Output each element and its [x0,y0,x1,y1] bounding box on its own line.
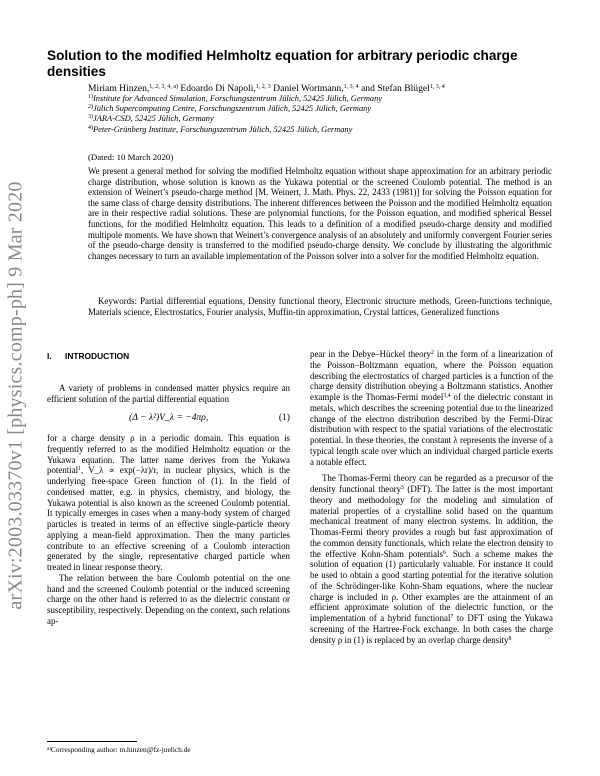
text-run: to DFT using the Yukawa screening of the Hartree-Fock exchange. In both cases the charge density ρ in (1) is replaced by an overlap charge density [310,613,553,645]
affiliation-text: Institute for Advanced Simulation, Forschungszentrum Jülich, 52425 Jülich, Germany [93,94,382,103]
footnote-mark: a) [47,747,51,752]
text-run: pear in the Debye–Hückel theory [310,349,431,359]
arxiv-identifier: arXiv:2003.03370v1 [physics.comp-ph] 9 Mar 2020 [4,180,27,610]
author-affiliation-marks: 1, 2, 3 [255,84,271,90]
section-heading [47,351,290,362]
author-list [88,83,568,94]
author-affiliation-marks: 1, 3, 4 [343,84,359,90]
left-column [47,351,290,627]
footnote-rule [47,741,137,742]
citation: 2 [430,350,434,356]
equation-number: (1) [278,412,290,424]
keywords: Keywords: Partial differential equations, Density functional theory, Electronic structure methods, Green-functions technique, Materials science, Electrostatics, Fourier analysis, Muffin-tin approximation, Crystal lattices, Generalized functions [88,296,552,317]
citation: 1 [78,466,81,473]
author-block [88,83,568,135]
section-number: I. [47,351,52,361]
affiliation-text: Peter-Grünberg Institute, Forschungszentrum Jülich, 52425 Jülich, Germany [93,124,353,134]
text-run: in the form of a linearization of the Poisson–Boltzmann equation, where the Poisson equation describing the electrostatics of charged particles is a function of the charge density distribution obeying a Boltzmann statistics. Another example is the Thomas-Fermi model [310,349,553,402]
affiliation-mark: 3) [88,114,93,121]
affiliation-text: Jülich Supercomputing Centre, Forschungszentrum Jülich, 52425 Jülich, Germany [93,104,372,114]
affiliation [88,104,568,114]
paper-title: Solution to the modified Helmholtz equation for arbitrary periodic charge densities [47,48,518,79]
arxiv-sidebar-stamp [2,150,30,640]
author-affiliation-marks: 1, 2, 3, 4, a) [149,84,178,90]
affiliation [88,114,568,124]
citation: 6 [442,549,446,556]
citation: 3,4 [443,393,451,399]
author-name: Edoardo Di Napoli, [180,83,256,94]
paragraph [310,349,553,467]
footnote [47,745,191,754]
text-run: The Thomas-Fermi theory can be regarded as a precursor of the density functional theory [310,473,553,494]
author-name: Miriam Hinzen, [88,83,150,94]
abstract: We present a general method for solving the modified Helmholtz equation without shape approximation for an arbitrary periodic charge distribution, whose solution is known as the Yukawa potential or the screened Coulomb potential. The method is an extension of Weinert’s pseudo-charge method [M. Weinert, J. Math. Phys. 22, 2433 (1981)] for solving the Poisson equation for the same class of charge density distributions. The inherent differences between the Poisson and the modified Helmholtz equation are in their respective radial solutions. These are polynomial functions, for the Poisson equation, and modified spherical Bessel functions, for the modified Helmholtz equation. This leads to a definition of a modified pseudo-charge density and modified multipole moments. We have shown that Weinert’s convergence analysis of an absolutely and uniformly convergent Fourier series of the pseudo-charge density is transferred to the modified pseudo-charge density. We conclude by illustrating the algorithmic changes necessary to turn an available implementation of the Poisson solver into a solver for the modified Helmholtz equation. [88,166,552,261]
paragraph [310,473,553,645]
paragraph: The relation between the bare Coulomb potential on the one hand and the screened Coulomb potential or the induced screening charge on the other hand is referred to as the dielectric constant or susceptibility, respectively. Depending on the context, such relations ap- [47,572,290,626]
citation: 7 [450,614,454,620]
text-run: . Such a scheme makes the solution of equation (1) particularly valuable. For instance it could be used to obtain a good starting potential for the iterative solution of the Schrödinger-like Kohn-Sham equations, where the nuclear charge is included in ρ. Other examples are the attainment of an efficient approximate solution of the dielectric function, or the implementation of a hybrid functional [310,548,553,623]
section-title: INTRODUCTION [65,351,130,361]
equation-1 [47,413,290,424]
text-run: (DFT). The latter is the most important theory and methodology for the modeling and simulation of material properties of a crystalline solid based on the quantum mechanical treatment of many electron systems. In addition, the Thomas-Fermi theory provides a rough but fast approximation of the common density functionals, which relate the electron density to the effective Kohn-Sham potentials [310,484,554,559]
affiliation [88,94,568,104]
citation: 5 [401,485,404,491]
paragraph: A variety of problems in condensed matter physics require an efficient solution of the partial differential equation [47,382,290,404]
affiliation-text: JARA-CSD, 52425 Jülich, Germany [93,114,214,124]
text-run: for a charge density ρ in a periodic domain. This equation is frequently referred to as the modified Helmholtz equation or the Yukawa equation. The latter name derives from the Yukawa potential [47,433,290,476]
text-run: of the dielectric constant in metals, which describes the screening potential due to the linearized change of the electron distribution described by the Fermi-Dirac distribution with respect to the spatial variations of the electrostatic potential. In these theories, the constant λ represents the inverse of a typical length scale over which an individual charged particle exerts a notable effect. [310,392,553,467]
equation-body: (Δ − λ²)V_λ = −4πρ, [129,412,209,424]
author-name: and Stefan Blügel [361,83,430,94]
author-name: Daniel Wortmann, [273,83,344,94]
affiliation [88,125,568,135]
affiliation-mark: 1) [88,94,93,100]
author-affiliation-marks: 1, 3, 4 [429,84,445,90]
footnote-text: Corresponding author: m.hinzen@fz-juelich.de [50,745,191,754]
affiliation-mark: 2) [88,104,93,111]
dated-line: (Dated: 10 March 2020) [88,152,174,162]
citation: 8 [508,635,512,642]
affiliation-mark: 4) [88,124,93,131]
paragraph [47,433,290,573]
right-column [310,349,553,645]
text-run: , V_λ ∝ exp(−λr)/r, in nuclear physics, which is the underlying free-space Green function of (1). In the field of condensed matter, e.g. in physics, chemistry, and biology, the Yukawa potential is also known as the screened Coulomb potential. It typically emerges in cases when a many-body system of charged particles is treated in terms of an effective single-particle theory applying a mean-field approximation. Then the many particles contribute to an effective screening of a Coulomb interaction generated by the single, representative charged particle when treated in linear response theory. [47,465,290,572]
